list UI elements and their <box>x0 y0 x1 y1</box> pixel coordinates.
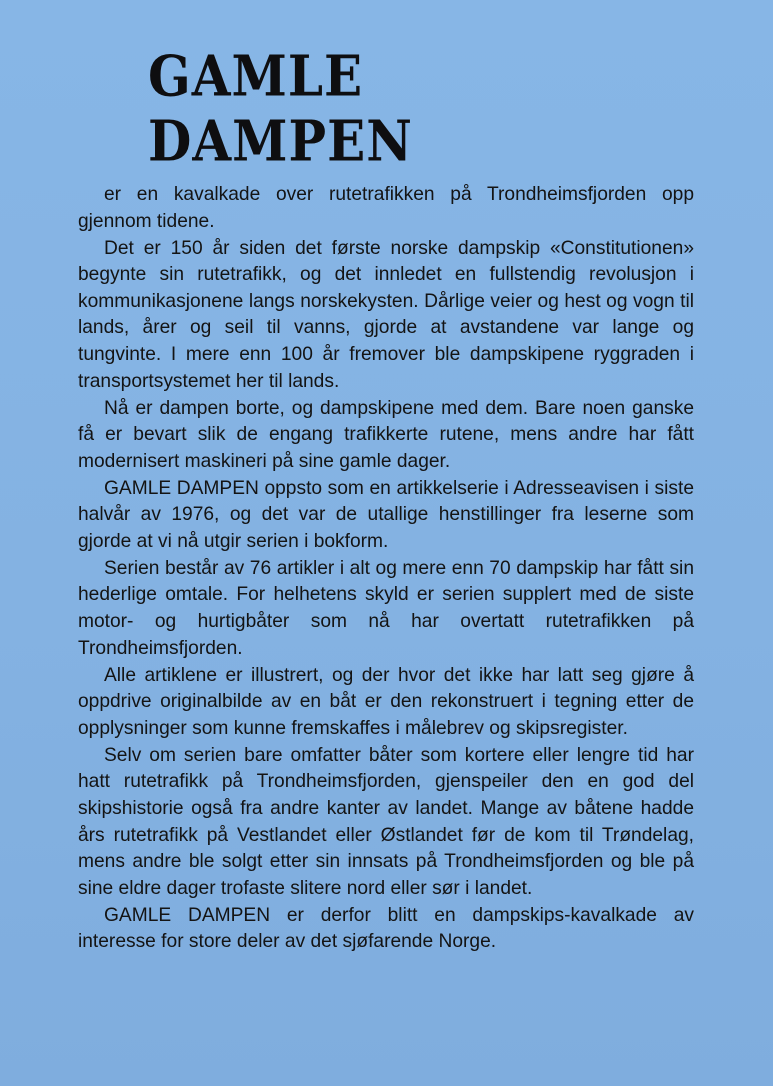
title-line-1: GAMLE <box>148 42 364 109</box>
paragraph-illustrations: Alle artiklene er illustrert, og der hvor det ikke har latt seg gjøre å oppdrive originalbilde av en båt er den rekonstruert i tegning etter de opplysninger som kunne fremskaffes i målebrev og skipsregister. <box>78 664 694 739</box>
title-line-2: DAMPEN <box>148 107 413 174</box>
paragraph-conclusion: GAMLE DAMPEN er derfor blitt en dampskips-kavalkade av interesse for store deler av det sjøfarende Norge. <box>78 904 694 953</box>
paragraph-intro: er en kavalkade over rutetrafikken på Trondheimsfjorden opp gjennom tidene. <box>78 184 694 232</box>
paragraph-today: Nå er dampen borte, og dampskipene med dem. Bare noen ganske få er bevart slik de engang trafikkerte rutene, mens andre har fått modernisert maskineri på sine gamle dager. <box>78 397 694 472</box>
paragraph-history: Det er 150 år siden det første norske dampskip «Constitutionen» begynte sin rutetrafikk, og det innledet en fullstendig revolusjon i kommunikasjonene langs norskekysten. Dårlige veier og hest og vogn til lands, årer og seil til vanns, gjorde at avstandene var lange og tungvinte. I mere enn 100 år fremover ble dampskipene ryggraden i transportsystemet her til lands. <box>78 237 694 392</box>
book-title <box>148 44 413 174</box>
paragraph-contents: Serien består av 76 artikler i alt og mere enn 70 dampskip har fått sin hederlige omtale. For helhetens skyld er serien supplert med de siste motor- og hurtigbåter som nå har overtatt rutetrafikken på Trondheimsfjorden. <box>78 557 694 659</box>
blurb-text <box>78 182 694 956</box>
paragraph-scope: Selv om serien bare omfatter båter som kortere eller lengre tid har hatt rutetrafikk på Trondheimsfjorden, gjenspeiler den en god del skipshistorie også fra andre kanter av landet. Mange av båtene hadde års rutetrafikk på Vestlandet eller Østlandet før de kom til Trøndelag, mens andre ble solgt etter sin innsats på Trondheimsfjorden og ble på sine eldre dager trofaste slitere nord eller sør i landet. <box>78 744 694 899</box>
paragraph-origin: GAMLE DAMPEN oppsto som en artikkelserie i Adresseavisen i siste halvår av 1976, og det var de utallige henstillinger fra leserne som gjorde at vi nå utgir serien i bokform. <box>78 477 694 552</box>
